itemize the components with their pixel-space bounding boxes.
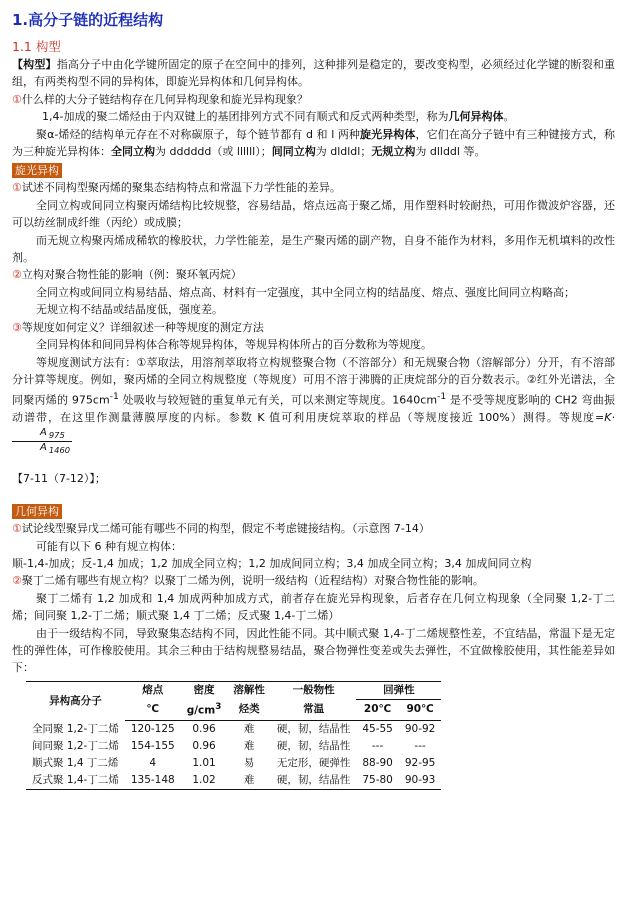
table-row: 间同聚 1,2-丁二烯 154-155 0.96 难 硬，韧，结晶性 --- --- bbox=[32, 739, 426, 752]
answer-paragraph: 而无规立构聚丙烯成稀软的橡胶状，力学性能差，是生产聚丙烯的副产物，自身不能作为材料，多用作无机填料的改性剂。 bbox=[12, 233, 615, 265]
question-3-1: ①试论线型聚异戊二烯可能有哪些不同的构型，假定不考虑键接结构。（示意图 7-14） bbox=[12, 522, 430, 536]
table-row: 顺式聚 1,4 丁二烯 4 1.01 易 无定形，硬弹性 88-90 92-95 bbox=[32, 756, 436, 769]
table-header: 密度 bbox=[181, 681, 228, 699]
table-subheader: 90℃ bbox=[399, 699, 442, 720]
table-subheader: 20℃ bbox=[356, 699, 399, 720]
configuration-definition: 【构型】指高分子中由化学键所固定的原子在空间中的排列，这种排列是稳定的，要改变构型，必须经过化学键的断裂和重组，有两类构型不同的异构体，即旋光异构体和几何异构体。 bbox=[12, 58, 616, 89]
question-3-2: ②聚丁二烯有哪些有规立构？以聚丁二烯为例，说明一级结构（近程结构）对聚合物性能的影响。 bbox=[12, 574, 484, 588]
definition-label: 【构型】 bbox=[12, 58, 57, 71]
answer-paragraph: 顺-1,4-加成；反-1,4 加成；1,2 加成全同立构；1,2 加成间同立构；3,4 加成全同立构；3,4 加成间同立构 bbox=[12, 557, 532, 570]
answer-optical: 聚α-烯烃的结构单元存在不对称碳原子，每个链节都有 d 和 l 两种旋光异构体，它们在高分子链中有三种键接方式，称为三种旋光异构体：全同立构为 dddddd（或 llllll）；间同立构为 dldldl；无规立构为 dllddl 等。 bbox=[12, 127, 616, 159]
page-title: 1.高分子链的近程结构 bbox=[12, 11, 164, 29]
answer-paragraph: 无规立构不结晶或结晶度低，强度差。 bbox=[36, 303, 223, 317]
question-1: ①什么样的大分子链结构存在几何异构现象和旋光异构现象？ bbox=[12, 92, 308, 106]
table-header: 溶解性 bbox=[227, 681, 271, 699]
tag-optical-isomerism: 旋光异构 bbox=[12, 163, 62, 178]
reference-note: 【7-11（7-12）】； bbox=[12, 471, 106, 485]
table-subheader: $g/cm^3$ bbox=[181, 699, 228, 720]
answer-paragraph: 全同异构体和间同异构体合称等规异构体，等规异构体所占的百分数称为等规度。 bbox=[36, 338, 432, 352]
answer-geometric: 1,4-加成的聚二烯烃由于内双键上的基团排列方式不同有顺式和反式两种类型，称为几何异构体。 bbox=[42, 110, 515, 124]
table-row: 反式聚 1,4-丁二烯 135-148 1.02 难 硬，韧，结晶性 75-80 90-93 bbox=[26, 772, 441, 790]
answer-paragraph: 全同立构或间同立构聚丙烯结构比较规整，容易结晶，熔点远高于聚乙烯，用作塑料时较耐热，可用作微波炉容器，还可以纺丝制成纤维（丙纶）或成膜； bbox=[12, 198, 615, 230]
answer-paragraph: 聚丁二烯有 1,2 加成和 1,4 加成两种加成方式，前者存在旋光异构现象，后者存在几何立构现象（全同聚 1,2-丁二烯；间同聚 1,2-丁二烯；顺式聚 1,4 丁二烯；反式聚 1,4-丁二烯） bbox=[12, 591, 615, 623]
question-2-3: ③等规度如何定义？详细叙述一种等规度的测定方法 bbox=[12, 320, 264, 334]
answer-paragraph: 全同立构或间同立构易结晶、熔点高、材料有一定强度，其中全同立构的结晶度、熔点、强度比间同立构略高； bbox=[36, 285, 575, 299]
formula-k: K· bbox=[604, 411, 615, 425]
table-subheader: ℃ bbox=[125, 699, 181, 720]
property-table bbox=[26, 681, 441, 790]
table-subheader: 烃类 bbox=[227, 699, 271, 720]
table-row: 全同聚 1,2-丁二烯 120-125 0.96 难 硬，韧，结晶性 45-55 90-92 bbox=[32, 722, 436, 735]
answer-isotacticity-method: 等规度测试方法有：①萃取法，用溶剂萃取将立构规整聚合物（不溶部分）和无规聚合物（溶解部分）分开，有不溶部分计算等规度。例如，聚丙烯的全同立构规整度（等规度）可用不溶于沸腾的正庚烷部分的百分数表示。②红外光谱法，全同聚丙烯的 $975cm^{-1}$ 处吸收与较短链的重复单元有关，可以来测定等规度。$1640cm^{-1}$ 是不受等规度影响的 CH2 弯曲振动谱带，在这里作测量薄膜厚度的内标。参数 K 值可利用庚烷萃取的样品（等规度接近 100%）测得。等规度=K· $\frac{A _{975}}{A _{1460}}$ bbox=[12, 355, 615, 455]
tag-geometric-isomerism: 几何异构 bbox=[12, 504, 62, 519]
answer-paragraph: 由于一级结构不同，导致聚集态结构不同，因此性能不同。其中顺式聚 1,4-丁二烯规整性差，不宜结晶，常温下是无定性的弹性体，可作橡胶使用。其余三种由于结构规整易结晶，聚合物弹性变差或失去弹性，不宜做橡胶使用，其性能差异如下： bbox=[12, 626, 615, 675]
answer-paragraph: 可能有以下 6 种有规立构体： bbox=[36, 539, 182, 553]
question-2-2: ②立构对聚合物性能的影响（例：聚环氧丙烷） bbox=[12, 268, 242, 282]
document-page bbox=[12, 8, 615, 790]
section-heading-configuration: 1.1 构型 bbox=[12, 39, 61, 54]
question-number: ① bbox=[12, 92, 22, 106]
table-subheader: 常温 bbox=[271, 699, 357, 720]
table-header: 回弹性 bbox=[356, 681, 441, 699]
question-2-1: ①试述不同构型聚丙烯的聚集态结构特点和常温下力学性能的差异。 bbox=[12, 181, 341, 195]
table-header: 异构高分子 bbox=[26, 681, 125, 720]
table-header: 熔点 bbox=[125, 681, 181, 699]
isotacticity-formula: $\frac{A _{975}}{A _{1460}}$ bbox=[12, 427, 72, 456]
table-header: 一般物性 bbox=[271, 681, 357, 699]
